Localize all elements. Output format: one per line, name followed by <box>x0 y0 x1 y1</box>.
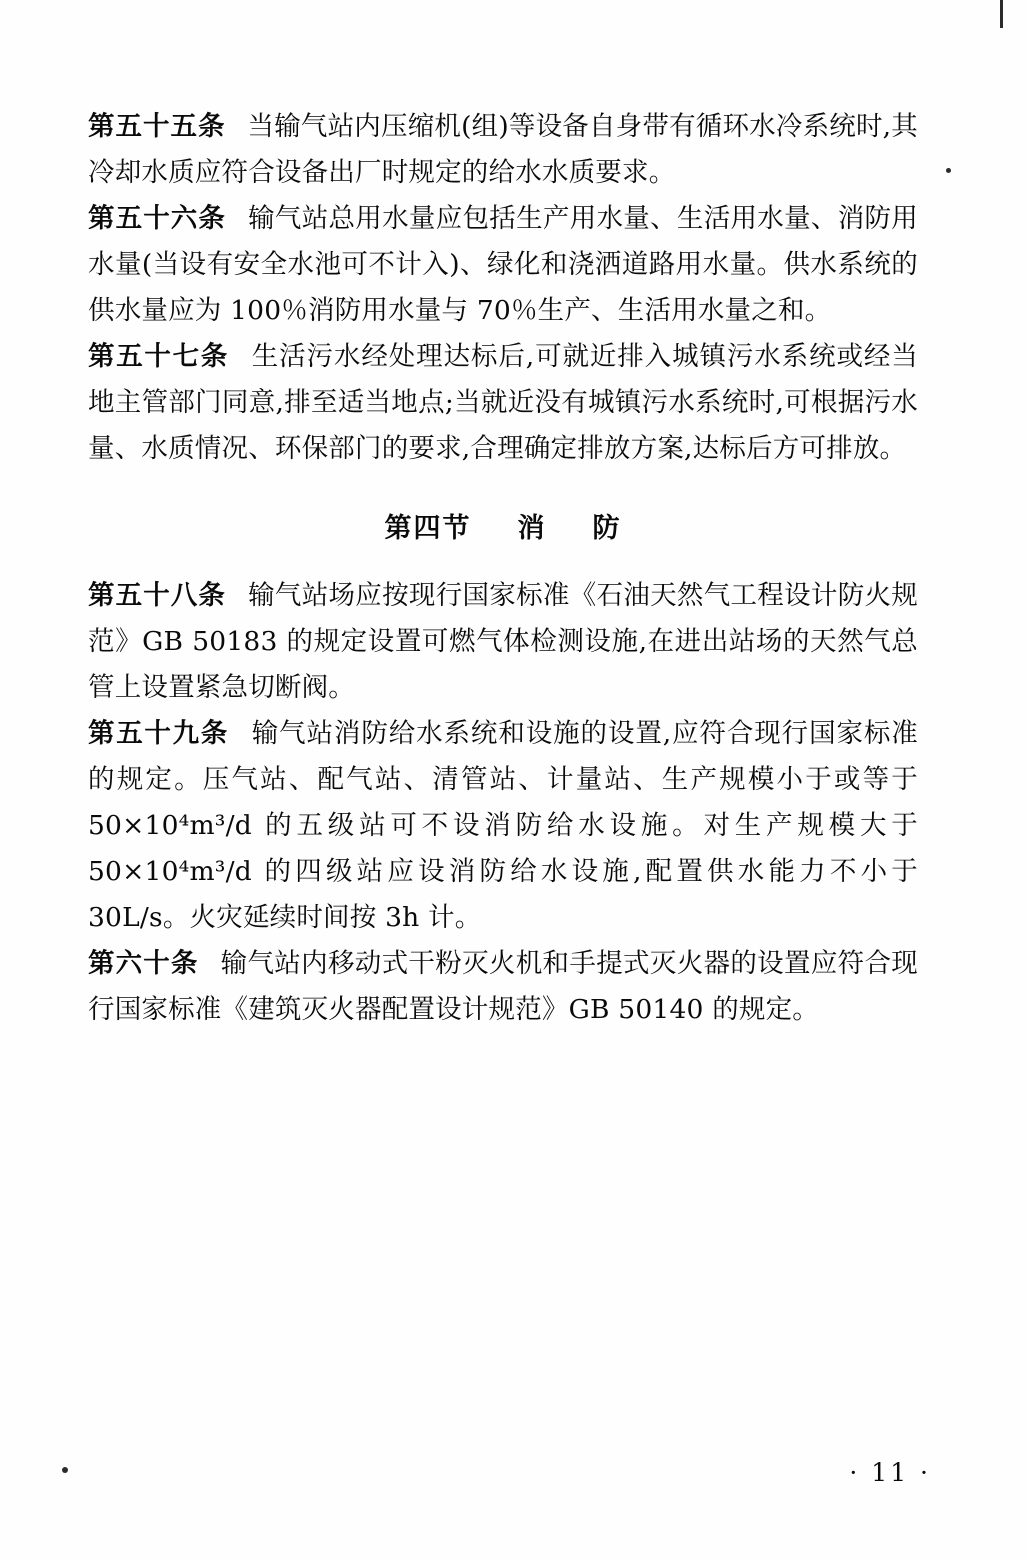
paragraph-article-59 <box>88 711 918 941</box>
article-body-59: 输气站消防给水系统和设施的设置,应符合现行国家标准的规定。压气站、配气站、清管站、计量站、生产规模小于或等于 50×10⁴m³/d 的五级站可不设消防给水设施。对生产规模大于 50×10⁴m³/d 的四级站应设消防给水设施,配置供水能力不小于 30L/s。火灾延续时间按 3h 计。 <box>88 718 918 933</box>
section-heading-title-2: 防 <box>592 513 622 544</box>
scan-edge-mark-top <box>1000 0 1003 28</box>
article-body-57: 生活污水经处理达标后,可就近排入城镇污水系统或经当地主管部门同意,排至适当地点;当就近没有城镇污水系统时,可根据污水量、水质情况、环保部门的要求,合理确定排放方案,达标后方可排放。 <box>88 341 918 464</box>
article-number-59: 第五十九条 <box>88 718 230 749</box>
page-number: · 11 · <box>849 1458 931 1487</box>
section-heading-prefix: 第四节 <box>384 513 472 544</box>
paragraph-article-56 <box>88 196 918 334</box>
paragraph-article-58 <box>88 573 918 711</box>
paragraph-article-57 <box>88 334 918 472</box>
scan-speck-right <box>946 168 951 173</box>
section-heading-title-1: 消 <box>517 513 547 544</box>
scan-speck-bottom-left <box>62 1467 68 1473</box>
article-body-60: 输气站内移动式干粉灭火机和手提式灭火器的设置应符合现行国家标准《建筑灭火器配置设计规范》GB 50140 的规定。 <box>88 948 919 1025</box>
article-number-55: 第五十五条 <box>88 111 226 142</box>
article-number-60: 第六十条 <box>88 948 199 979</box>
paragraph-article-60 <box>88 941 918 1033</box>
article-body-58: 输气站场应按现行国家标准《石油天然气工程设计防火规范》GB 50183 的规定设置可燃气体检测设施,在进出站场的天然气总管上设置紧急切断阀。 <box>88 580 918 703</box>
article-number-57: 第五十七条 <box>88 341 230 372</box>
article-number-58: 第五十八条 <box>88 580 226 611</box>
page-content <box>88 104 918 1033</box>
article-body-55: 当输气站内压缩机(组)等设备自身带有循环水冷系统时,其冷却水质应符合设备出厂时规定的给水水质要求。 <box>88 111 919 188</box>
paragraph-article-55 <box>88 104 918 196</box>
section-heading <box>88 506 918 545</box>
article-number-56: 第五十六条 <box>88 203 226 234</box>
article-body-56: 输气站总用水量应包括生产用水量、生活用水量、消防用水量(当设有安全水池可不计入)、绿化和浇洒道路用水量。供水系统的供水量应为 100％消防用水量与 70％生产、生活用水量之和。 <box>88 203 918 326</box>
